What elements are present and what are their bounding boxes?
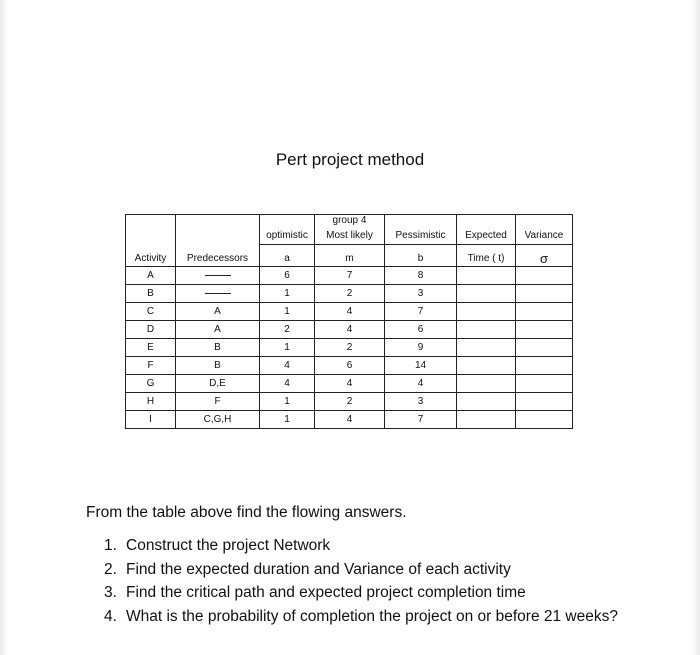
activity-cell: I <box>126 411 176 429</box>
expected-time-cell <box>457 393 516 411</box>
table-row <box>126 267 573 285</box>
optimistic-cell: 6 <box>260 267 315 285</box>
instructions-intro: From the table above find the flowing answers. <box>86 504 407 521</box>
pessimistic-cell: 4 <box>385 375 457 393</box>
question-number: 1. <box>104 537 117 554</box>
predecessor-cell: B <box>176 339 260 357</box>
table-body <box>126 267 573 429</box>
most-likely-cell: 4 <box>315 375 385 393</box>
header-optimistic: optimistic <box>260 226 315 245</box>
activity-cell: G <box>126 375 176 393</box>
question-item <box>104 581 624 605</box>
variance-cell <box>516 357 573 375</box>
expected-time-cell <box>457 285 516 303</box>
optimistic-cell: 1 <box>260 339 315 357</box>
variance-cell <box>516 411 573 429</box>
subheader-a: a <box>260 251 315 267</box>
expected-time-cell <box>457 375 516 393</box>
expected-time-cell <box>457 411 516 429</box>
activity-cell: F <box>126 357 176 375</box>
question-text: Find the expected duration and Variance of each activity <box>126 560 511 578</box>
variance-cell <box>516 267 573 285</box>
optimistic-cell: 1 <box>260 303 315 321</box>
subheader-sigma: σ <box>516 251 573 267</box>
header-expected: Expected <box>457 226 516 245</box>
group-label: group 4 <box>315 215 385 227</box>
question-text: Construct the project Network <box>126 537 331 554</box>
pessimistic-cell: 7 <box>385 303 457 321</box>
question-item <box>104 534 624 558</box>
table-row <box>126 375 573 393</box>
activity-cell: A <box>126 267 176 285</box>
most-likely-cell: 7 <box>315 267 385 285</box>
expected-time-cell <box>457 339 516 357</box>
table-row <box>126 321 573 339</box>
variance-cell <box>516 375 573 393</box>
most-likely-cell: 4 <box>315 303 385 321</box>
header-activity: Activity <box>126 251 176 267</box>
page-edge-left <box>0 0 8 655</box>
header-variance: Variance <box>516 226 573 245</box>
pessimistic-cell: 14 <box>385 357 457 375</box>
no-predecessor-dash <box>205 293 231 294</box>
predecessor-cell: C,G,H <box>176 411 260 429</box>
table-row <box>126 285 573 303</box>
question-text: What is the probability of completion the project on or before 21 weeks? <box>126 607 618 625</box>
predecessor-cell: F <box>176 393 260 411</box>
expected-time-cell <box>457 303 516 321</box>
header-predecessors: Predecessors <box>176 251 260 267</box>
predecessor-cell <box>176 267 260 285</box>
subheader-expected-time: Time ( t) <box>457 251 516 267</box>
variance-cell <box>516 339 573 357</box>
optimistic-cell: 2 <box>260 321 315 339</box>
most-likely-cell: 2 <box>315 393 385 411</box>
most-likely-cell: 2 <box>315 285 385 303</box>
optimistic-cell: 1 <box>260 285 315 303</box>
pessimistic-cell: 3 <box>385 393 457 411</box>
pessimistic-cell: 3 <box>385 285 457 303</box>
most-likely-cell: 4 <box>315 411 385 429</box>
header-pessimistic: Pessimistic <box>385 226 457 245</box>
question-text: Find the critical path and expected project completion time <box>126 584 526 601</box>
table-group-row <box>126 215 573 227</box>
predecessor-cell: B <box>176 357 260 375</box>
variance-cell <box>516 303 573 321</box>
question-number: 2. <box>104 560 117 578</box>
subheader-m: m <box>315 251 385 267</box>
activity-cell: D <box>126 321 176 339</box>
activity-cell: C <box>126 303 176 321</box>
optimistic-cell: 4 <box>260 375 315 393</box>
variance-cell <box>516 393 573 411</box>
most-likely-cell: 2 <box>315 339 385 357</box>
variance-cell <box>516 321 573 339</box>
no-predecessor-dash <box>205 275 231 276</box>
most-likely-cell: 6 <box>315 357 385 375</box>
page-title: Pert project method <box>275 150 425 169</box>
question-list <box>104 534 624 628</box>
optimistic-cell: 1 <box>260 393 315 411</box>
predecessor-cell <box>176 285 260 303</box>
question-number: 4. <box>104 607 117 625</box>
activity-cell: H <box>126 393 176 411</box>
activity-cell: B <box>126 285 176 303</box>
table-subheader-row <box>126 251 573 267</box>
question-item <box>104 605 624 629</box>
page-edge-right <box>692 0 700 655</box>
optimistic-cell: 4 <box>260 357 315 375</box>
table-header-row <box>126 226 573 245</box>
question-item <box>104 558 624 582</box>
pessimistic-cell: 9 <box>385 339 457 357</box>
predecessor-cell: A <box>176 303 260 321</box>
header-most-likely: Most likely <box>315 226 385 245</box>
predecessor-cell: A <box>176 321 260 339</box>
activity-cell: E <box>126 339 176 357</box>
optimistic-cell: 1 <box>260 411 315 429</box>
variance-cell <box>516 285 573 303</box>
subheader-b: b <box>385 251 457 267</box>
table-row <box>126 303 573 321</box>
pessimistic-cell: 8 <box>385 267 457 285</box>
table-row <box>126 339 573 357</box>
expected-time-cell <box>457 267 516 285</box>
table-row <box>126 357 573 375</box>
pessimistic-cell: 6 <box>385 321 457 339</box>
question-number: 3. <box>104 584 117 601</box>
expected-time-cell <box>457 321 516 339</box>
table-row <box>126 393 573 411</box>
pert-table <box>125 214 573 429</box>
most-likely-cell: 4 <box>315 321 385 339</box>
expected-time-cell <box>457 357 516 375</box>
pessimistic-cell: 7 <box>385 411 457 429</box>
predecessor-cell: D,E <box>176 375 260 393</box>
table-row <box>126 411 573 429</box>
